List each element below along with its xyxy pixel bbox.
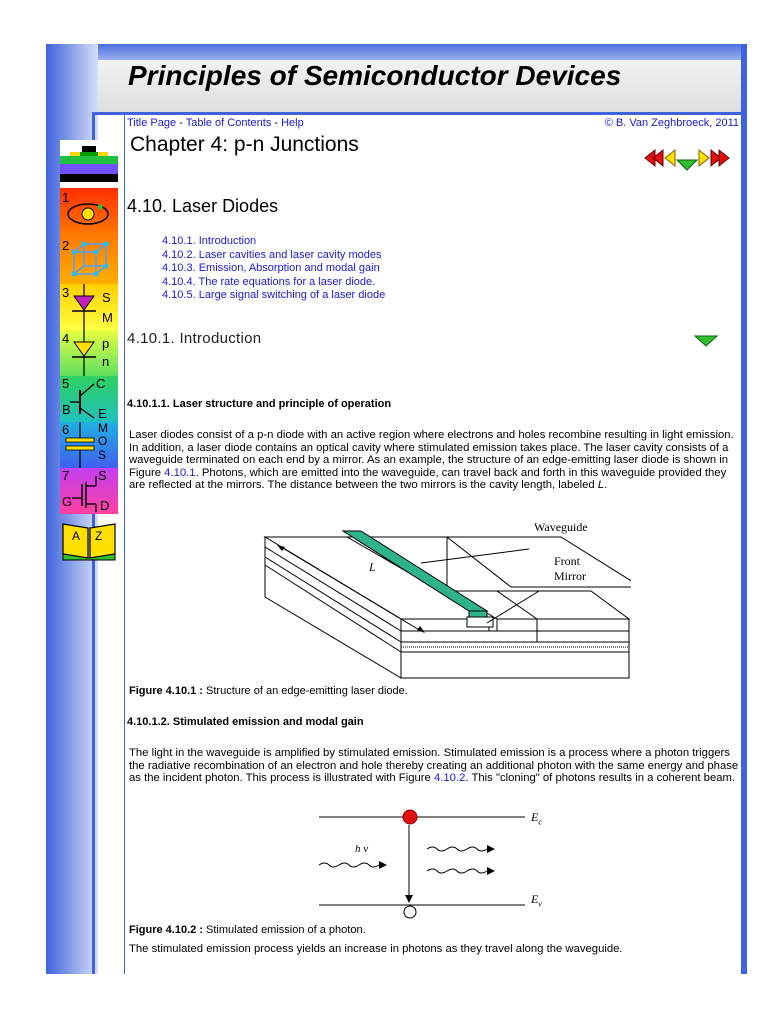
bjt-icon [60, 376, 118, 422]
photon-energy-label: h ν [355, 843, 369, 855]
energy-symbol: E [531, 892, 539, 906]
last-page-arrow-icon[interactable] [711, 150, 729, 166]
chapter-1-icon[interactable] [60, 188, 118, 236]
chapter-title: Chapter 4: p-n Junctions [130, 133, 359, 156]
toc-link[interactable]: 4.10.3. Emission, Absorption and modal gain [162, 262, 380, 274]
glossary-z-label: Z [95, 529, 103, 543]
book-title: Principles of Semiconductor Devices [128, 60, 622, 91]
previous-page-arrow-icon[interactable] [665, 150, 675, 166]
chapter-5-label-b: B [62, 402, 71, 417]
crystal-lattice-icon [60, 236, 118, 284]
next-page-arrow-icon[interactable] [699, 150, 709, 166]
chapter-7-label-g: G [62, 494, 73, 509]
mirror-label: Mirror [554, 569, 586, 583]
figure-4-10-2-link[interactable]: 4.10.2 [433, 772, 466, 784]
heading-stimulated-emission: 4.10.1.2. Stimulated emission and modal gain [127, 716, 364, 728]
first-page-arrow-icon[interactable] [645, 150, 663, 166]
device-home-icon[interactable] [60, 140, 118, 188]
chapter-6-icon[interactable] [60, 422, 118, 468]
glossary-book-icon[interactable] [60, 518, 118, 562]
glossary-a-label: A [72, 529, 81, 543]
down-arrow-icon[interactable] [693, 334, 719, 348]
pn-diode-icon [60, 330, 118, 376]
page-nav-arrows [643, 146, 733, 172]
paragraph-text: Laser diodes consist of a p-n diode with an active region where electrons and holes recombine resulting in light emission. In addition, a laser diode contains an optical cavity where stimulated emission takes place. The laser cavity consists of a waveguide terminated on each end by a mirror. As an example, the structure of an edge-emitting laser diode is shown in Figure [129, 429, 734, 479]
cavity-length-label: L [369, 560, 376, 574]
help-link[interactable]: Help [281, 117, 304, 129]
heading-laser-structure: 4.10.1.1. Laser structure and principle of operation [127, 398, 392, 410]
paragraph-photon-increase: The stimulated emission process yields an increase in photons as they travel along the waveguide. [129, 943, 623, 955]
orbit-icon [60, 188, 118, 236]
paragraph-laser-structure [129, 429, 739, 492]
waveguide-label: Waveguide [534, 520, 588, 534]
chapter-4-icon[interactable] [60, 330, 118, 376]
valence-band-label [531, 892, 542, 908]
figure-4-10-2-caption [129, 924, 366, 936]
paragraph-text: . [604, 479, 608, 491]
paragraph-text: The light in the waveguide is amplified by stimulated emission. Stimulated emission is a process where a photon triggers the radiative recombination of an electron and hole thereby creating an additional photon with the same energy and phase as the incident photon. This process is illustrated with Figure [129, 747, 739, 784]
paragraph-text: . This "cloning" of photons results in a coherent beam. [465, 772, 736, 784]
chapter-5-number: 5 [62, 376, 70, 391]
caption-text: Stimulated emission of a photon. [202, 924, 366, 936]
stimulated-emission-figure [315, 807, 555, 919]
chapter-7-label-s: S [98, 468, 107, 483]
cavity-length-symbol: L [597, 479, 605, 491]
caption-text: Structure of an edge-emitting laser diode. [202, 685, 408, 697]
energy-subscript: c [538, 817, 542, 827]
nav-separator: - [176, 117, 186, 129]
hole-icon [404, 906, 416, 918]
conduction-band-label [531, 810, 542, 826]
chapter-1-number: 1 [62, 190, 70, 205]
chapter-4-label-n: n [102, 354, 110, 369]
chapter-5-label-c: C [96, 376, 106, 391]
paragraph-text: . Photons, which are emitted into the waveguide, can travel back and forth in this waveguide provided they are reflected at the mirrors. The distance between the two mirrors is the cavity length, labeled [129, 466, 727, 491]
chapter-2-number: 2 [62, 238, 70, 253]
toc-link[interactable]: 4.10.1. Introduction [162, 235, 257, 247]
table-of-contents-link[interactable]: Table of Contents [185, 117, 272, 129]
energy-symbol: E [531, 810, 539, 824]
chapter-2-icon[interactable] [60, 236, 118, 284]
schottky-diode-icon [60, 284, 118, 330]
chapter-3-label-m: M [102, 310, 113, 325]
chapter-4-number: 4 [62, 331, 70, 346]
main-content [127, 115, 739, 974]
chapter-3-icon[interactable] [60, 284, 118, 330]
down-arrow-icon[interactable] [677, 160, 697, 170]
chapter-3-number: 3 [62, 285, 70, 300]
figure-4-10-1-caption [129, 685, 408, 697]
content-rule [124, 115, 125, 974]
toc-link[interactable]: 4.10.4. The rate equations for a laser diode. [162, 275, 376, 288]
open-book-icon [60, 518, 118, 562]
chapter-7-number: 7 [62, 468, 70, 483]
toc-link[interactable]: 4.10.5. Large signal switching of a laser diode [162, 289, 386, 301]
subsection-title: 4.10.1. Introduction [127, 330, 262, 347]
caption-label: Figure 4.10.2 : [129, 924, 203, 936]
energy-subscript: v [538, 899, 542, 909]
chapter-7-icon[interactable] [60, 468, 118, 514]
front-label: Front [554, 554, 581, 568]
top-navigation [127, 117, 304, 129]
mosfet-icon [60, 468, 118, 514]
chapter-4-label-p: p [102, 336, 110, 351]
nav-separator: - [271, 117, 282, 129]
figure-4-10-1-link[interactable]: 4.10.1 [164, 466, 196, 479]
chapter-6-label-o: O [98, 434, 108, 448]
chapter-7-label-d: D [100, 498, 110, 513]
mos-capacitor-icon [60, 422, 118, 468]
chapter-5-icon[interactable] [60, 376, 118, 422]
chapter-6-number: 6 [62, 422, 70, 437]
paragraph-stimulated-emission [129, 747, 739, 785]
chapter-6-label-m: M [98, 421, 108, 435]
chapter-6-label-s: S [98, 448, 107, 462]
caption-label: Figure 4.10.1 : [129, 685, 203, 697]
frame-right-bar [741, 44, 747, 974]
copyright-link[interactable]: © B. Van Zeghbroeck, 2011 [604, 117, 739, 129]
section-title: 4.10. Laser Diodes [127, 196, 279, 216]
title-page-link[interactable]: Title Page [127, 117, 177, 129]
chapter-3-label-s: S [102, 290, 111, 305]
chapter-5-label-e: E [98, 406, 107, 421]
section-toc [162, 235, 385, 303]
electron-icon [403, 810, 417, 824]
toc-link[interactable]: 4.10.2. Laser cavities and laser cavity modes [162, 248, 382, 261]
